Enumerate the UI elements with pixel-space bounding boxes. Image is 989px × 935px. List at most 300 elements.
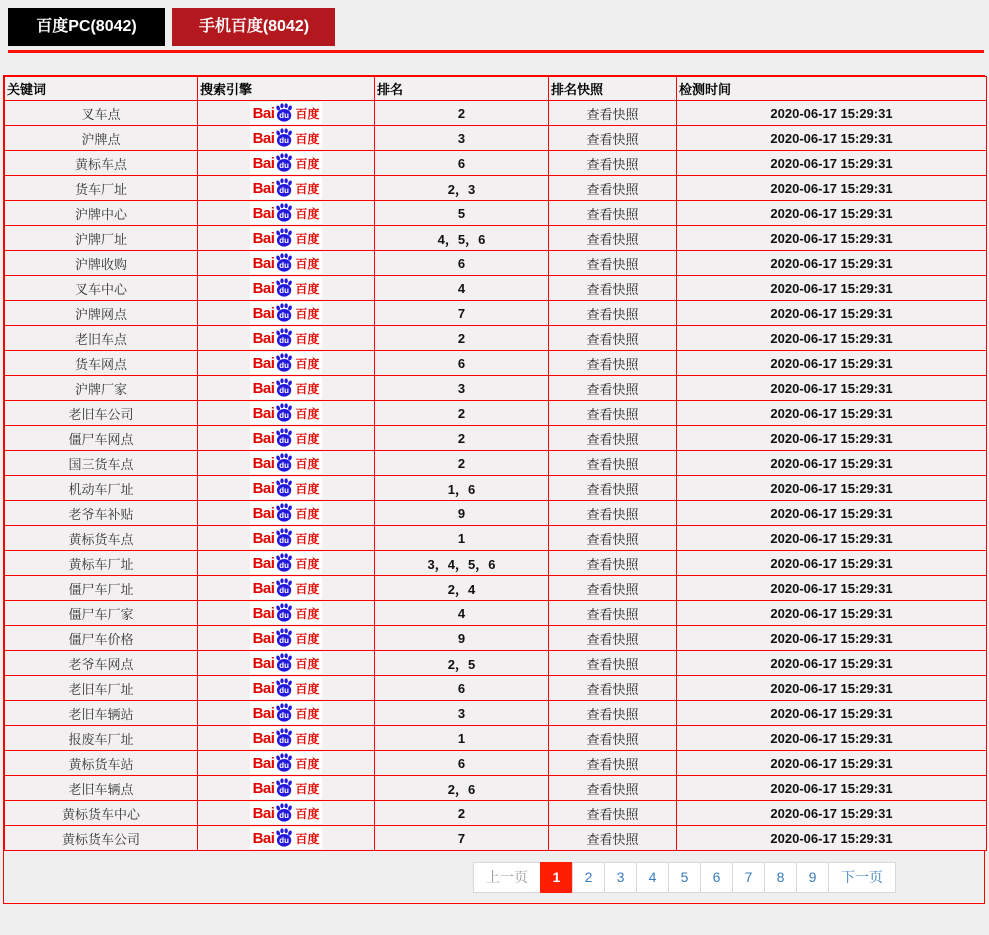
rank-cell: 1，6 xyxy=(375,476,549,501)
view-snapshot-link[interactable]: 查看快照 xyxy=(586,381,639,397)
view-snapshot-link[interactable]: 查看快照 xyxy=(586,256,639,272)
detect-time-cell: 2020-06-17 15:29:31 xyxy=(677,501,987,526)
rank-cell: 4 xyxy=(375,601,549,626)
view-snapshot-link[interactable]: 查看快照 xyxy=(586,431,639,447)
view-snapshot-link[interactable]: 查看快照 xyxy=(586,806,639,822)
rank-cell: 2，6 xyxy=(375,776,549,801)
svg-text:du: du xyxy=(279,286,290,295)
baidu-logo-hanzi-text: 百度 xyxy=(295,431,320,446)
view-snapshot-link[interactable]: 查看快照 xyxy=(586,356,639,372)
baidu-logo-hanzi-text: 百度 xyxy=(295,756,320,771)
baidu-logo-hanzi-text: 百度 xyxy=(295,131,320,146)
table-row xyxy=(5,401,987,426)
table-row xyxy=(5,501,987,526)
baidu-paw-icon xyxy=(274,603,294,623)
page-button-5[interactable]: 5 xyxy=(668,862,701,893)
keyword-cell: 老旧车厂址 xyxy=(5,676,198,701)
header-rank: 排名 xyxy=(375,77,549,101)
keyword-cell: 沪牌厂家 xyxy=(5,376,198,401)
view-snapshot-link[interactable]: 查看快照 xyxy=(586,131,639,147)
snapshot-cell xyxy=(549,226,677,251)
page-button-9[interactable]: 9 xyxy=(796,862,829,893)
baidu-paw-icon xyxy=(274,778,294,798)
rank-cell: 2，3 xyxy=(375,176,549,201)
engine-cell xyxy=(198,751,375,776)
table-row xyxy=(5,376,987,401)
baidu-logo xyxy=(250,377,323,399)
baidu-logo xyxy=(250,502,323,524)
baidu-logo-bai-text: Bai xyxy=(252,279,275,297)
baidu-paw-icon xyxy=(274,478,294,498)
rank-cell: 1 xyxy=(375,526,549,551)
baidu-logo-bai-text: Bai xyxy=(252,429,275,447)
snapshot-cell xyxy=(549,551,677,576)
snapshot-cell xyxy=(549,351,677,376)
baidu-logo-bai-text: Bai xyxy=(252,204,275,222)
table-row xyxy=(5,101,987,126)
detect-time-cell: 2020-06-17 15:29:31 xyxy=(677,826,987,851)
baidu-logo-hanzi-text: 百度 xyxy=(295,306,320,321)
baidu-logo-hanzi-text: 百度 xyxy=(295,381,320,396)
baidu-logo-hanzi-text: 百度 xyxy=(295,681,320,696)
detect-time-cell: 2020-06-17 15:29:31 xyxy=(677,301,987,326)
view-snapshot-link[interactable]: 查看快照 xyxy=(586,331,639,347)
engine-cell xyxy=(198,451,375,476)
page-button-4[interactable]: 4 xyxy=(636,862,669,893)
engine-cell xyxy=(198,151,375,176)
header-row xyxy=(5,77,987,101)
view-snapshot-link[interactable]: 查看快照 xyxy=(586,631,639,647)
view-snapshot-link[interactable]: 查看快照 xyxy=(586,506,639,522)
table-row xyxy=(5,676,987,701)
baidu-logo xyxy=(250,727,323,749)
baidu-paw-icon xyxy=(274,278,294,298)
baidu-logo xyxy=(250,402,323,424)
snapshot-cell xyxy=(549,201,677,226)
baidu-logo xyxy=(250,427,323,449)
view-snapshot-link[interactable]: 查看快照 xyxy=(586,556,639,572)
baidu-logo-bai-text: Bai xyxy=(252,579,275,597)
svg-text:du: du xyxy=(279,136,290,145)
svg-text:du: du xyxy=(279,836,290,845)
baidu-logo-bai-text: Bai xyxy=(252,754,275,772)
snapshot-cell xyxy=(549,801,677,826)
baidu-logo-hanzi-text: 百度 xyxy=(295,481,320,496)
baidu-logo-bai-text: Bai xyxy=(252,354,275,372)
detect-time-cell: 2020-06-17 15:29:31 xyxy=(677,151,987,176)
page-button-2[interactable]: 2 xyxy=(572,862,605,893)
view-snapshot-link[interactable]: 查看快照 xyxy=(586,281,639,297)
baidu-logo-bai-text: Bai xyxy=(252,679,275,697)
baidu-paw-icon xyxy=(274,303,294,323)
rank-table-container xyxy=(3,75,985,904)
baidu-logo xyxy=(250,627,323,649)
page-button-6[interactable]: 6 xyxy=(700,862,733,893)
engine-cell xyxy=(198,701,375,726)
snapshot-cell xyxy=(549,776,677,801)
snapshot-cell xyxy=(549,751,677,776)
baidu-logo-bai-text: Bai xyxy=(252,129,275,147)
baidu-logo xyxy=(250,452,323,474)
next-page-button[interactable]: 下一页 xyxy=(828,862,896,893)
baidu-logo-bai-text: Bai xyxy=(252,329,275,347)
view-snapshot-link[interactable]: 查看快照 xyxy=(586,656,639,672)
engine-cell xyxy=(198,401,375,426)
baidu-paw-icon xyxy=(274,678,294,698)
baidu-logo xyxy=(250,652,323,674)
baidu-paw-icon xyxy=(274,578,294,598)
baidu-logo-hanzi-text: 百度 xyxy=(295,656,320,671)
baidu-paw-icon xyxy=(274,528,294,548)
page-button-3[interactable]: 3 xyxy=(604,862,637,893)
snapshot-cell xyxy=(549,451,677,476)
baidu-paw-icon xyxy=(274,328,294,348)
keyword-cell: 黄标车点 xyxy=(5,151,198,176)
baidu-paw-icon xyxy=(274,228,294,248)
svg-text:du: du xyxy=(279,636,290,645)
baidu-logo xyxy=(250,827,323,849)
table-row xyxy=(5,326,987,351)
view-snapshot-link[interactable]: 查看快照 xyxy=(586,181,639,197)
baidu-logo xyxy=(250,702,323,724)
baidu-logo xyxy=(250,227,323,249)
keyword-cell: 僵尸车价格 xyxy=(5,626,198,651)
baidu-logo-bai-text: Bai xyxy=(252,254,275,272)
baidu-logo-bai-text: Bai xyxy=(252,654,275,672)
snapshot-cell xyxy=(549,726,677,751)
engine-cell xyxy=(198,201,375,226)
baidu-logo-bai-text: Bai xyxy=(252,629,275,647)
header-engine: 搜索引擎 xyxy=(198,77,375,101)
engine-cell xyxy=(198,601,375,626)
engine-cell xyxy=(198,776,375,801)
baidu-logo xyxy=(250,277,323,299)
table-row xyxy=(5,701,987,726)
detect-time-cell: 2020-06-17 15:29:31 xyxy=(677,701,987,726)
baidu-logo xyxy=(250,177,323,199)
rank-cell: 6 xyxy=(375,676,549,701)
baidu-logo xyxy=(250,302,323,324)
svg-text:du: du xyxy=(279,186,290,195)
baidu-logo-bai-text: Bai xyxy=(252,604,275,622)
baidu-paw-icon xyxy=(274,403,294,423)
view-snapshot-link[interactable]: 查看快照 xyxy=(586,406,639,422)
page-button-1[interactable]: 1 xyxy=(540,862,573,893)
rank-cell: 7 xyxy=(375,301,549,326)
rank-cell: 3 xyxy=(375,376,549,401)
baidu-logo-hanzi-text: 百度 xyxy=(295,331,320,346)
view-snapshot-link[interactable]: 查看快照 xyxy=(586,606,639,622)
rank-cell: 2 xyxy=(375,801,549,826)
keyword-cell: 老旧车点 xyxy=(5,326,198,351)
view-snapshot-link[interactable]: 查看快照 xyxy=(586,206,639,222)
svg-text:du: du xyxy=(279,786,290,795)
baidu-paw-icon xyxy=(274,428,294,448)
baidu-logo-bai-text: Bai xyxy=(252,704,275,722)
keyword-cell: 黄标车厂址 xyxy=(5,551,198,576)
baidu-logo-hanzi-text: 百度 xyxy=(295,456,320,471)
view-snapshot-link[interactable]: 查看快照 xyxy=(586,706,639,722)
baidu-paw-icon xyxy=(274,703,294,723)
baidu-logo-bai-text: Bai xyxy=(252,479,275,497)
rank-cell: 2，4 xyxy=(375,576,549,601)
detect-time-cell: 2020-06-17 15:29:31 xyxy=(677,626,987,651)
baidu-paw-icon xyxy=(274,178,294,198)
baidu-logo-hanzi-text: 百度 xyxy=(295,156,320,171)
engine-cell xyxy=(198,426,375,451)
baidu-logo xyxy=(250,202,323,224)
page-button-8[interactable]: 8 xyxy=(764,862,797,893)
baidu-logo-bai-text: Bai xyxy=(252,529,275,547)
baidu-logo-hanzi-text: 百度 xyxy=(295,631,320,646)
rank-cell: 4 xyxy=(375,276,549,301)
keyword-cell: 报废车厂址 xyxy=(5,726,198,751)
baidu-logo-hanzi-text: 百度 xyxy=(295,706,320,721)
baidu-logo-hanzi-text: 百度 xyxy=(295,806,320,821)
svg-text:du: du xyxy=(279,811,290,820)
rank-cell: 2 xyxy=(375,451,549,476)
prev-page-button[interactable]: 上一页 xyxy=(473,862,541,893)
baidu-logo-hanzi-text: 百度 xyxy=(295,231,320,246)
baidu-logo-bai-text: Bai xyxy=(252,404,275,422)
rank-cell: 7 xyxy=(375,826,549,851)
header-keyword: 关键词 xyxy=(5,77,198,101)
rank-cell: 6 xyxy=(375,351,549,376)
rank-cell: 6 xyxy=(375,151,549,176)
view-snapshot-link[interactable]: 查看快照 xyxy=(586,156,639,172)
view-snapshot-link[interactable]: 查看快照 xyxy=(586,756,639,772)
engine-cell xyxy=(198,526,375,551)
svg-text:du: du xyxy=(279,561,290,570)
baidu-logo xyxy=(250,127,323,149)
keyword-cell: 老旧车辆点 xyxy=(5,776,198,801)
view-snapshot-link[interactable]: 查看快照 xyxy=(586,456,639,472)
svg-text:du: du xyxy=(279,336,290,345)
table-row xyxy=(5,726,987,751)
baidu-logo xyxy=(250,102,323,124)
baidu-logo-hanzi-text: 百度 xyxy=(295,606,320,621)
rank-table xyxy=(4,76,987,851)
table-row xyxy=(5,351,987,376)
view-snapshot-link[interactable]: 查看快照 xyxy=(586,581,639,597)
keyword-cell: 黄标货车点 xyxy=(5,526,198,551)
svg-text:du: du xyxy=(279,386,290,395)
detect-time-cell: 2020-06-17 15:29:31 xyxy=(677,801,987,826)
keyword-cell: 老旧车公司 xyxy=(5,401,198,426)
view-snapshot-link[interactable]: 查看快照 xyxy=(586,481,639,497)
svg-text:du: du xyxy=(279,536,290,545)
view-snapshot-link[interactable]: 查看快照 xyxy=(586,781,639,797)
snapshot-cell xyxy=(549,701,677,726)
table-row xyxy=(5,826,987,851)
rank-cell: 5 xyxy=(375,201,549,226)
keyword-cell: 僵尸车厂家 xyxy=(5,601,198,626)
table-row xyxy=(5,201,987,226)
engine-cell xyxy=(198,801,375,826)
rank-cell: 2 xyxy=(375,326,549,351)
svg-text:du: du xyxy=(279,361,290,370)
table-row xyxy=(5,801,987,826)
view-snapshot-link[interactable]: 查看快照 xyxy=(586,106,639,122)
snapshot-cell xyxy=(549,476,677,501)
view-snapshot-link[interactable]: 查看快照 xyxy=(586,831,639,847)
baidu-logo-bai-text: Bai xyxy=(252,454,275,472)
snapshot-cell xyxy=(549,101,677,126)
snapshot-cell xyxy=(549,326,677,351)
view-snapshot-link[interactable]: 查看快照 xyxy=(586,531,639,547)
engine-cell xyxy=(198,276,375,301)
detect-time-cell: 2020-06-17 15:29:31 xyxy=(677,751,987,776)
baidu-paw-icon xyxy=(274,378,294,398)
baidu-logo-hanzi-text: 百度 xyxy=(295,181,320,196)
table-row xyxy=(5,651,987,676)
baidu-logo xyxy=(250,352,323,374)
keyword-cell: 黄标货车公司 xyxy=(5,826,198,851)
baidu-logo xyxy=(250,752,323,774)
baidu-paw-icon xyxy=(274,103,294,123)
svg-text:du: du xyxy=(279,411,290,420)
baidu-logo-bai-text: Bai xyxy=(252,829,275,847)
engine-cell xyxy=(198,301,375,326)
svg-text:du: du xyxy=(279,311,290,320)
detect-time-cell: 2020-06-17 15:29:31 xyxy=(677,476,987,501)
rank-cell: 3 xyxy=(375,126,549,151)
svg-text:du: du xyxy=(279,436,290,445)
snapshot-cell xyxy=(549,576,677,601)
engine-cell xyxy=(198,726,375,751)
snapshot-cell xyxy=(549,826,677,851)
svg-text:du: du xyxy=(279,161,290,170)
svg-text:du: du xyxy=(279,736,290,745)
snapshot-cell xyxy=(549,651,677,676)
baidu-logo-hanzi-text: 百度 xyxy=(295,506,320,521)
detect-time-cell: 2020-06-17 15:29:31 xyxy=(677,651,987,676)
baidu-logo-hanzi-text: 百度 xyxy=(295,531,320,546)
baidu-logo-hanzi-text: 百度 xyxy=(295,581,320,596)
view-snapshot-link[interactable]: 查看快照 xyxy=(586,306,639,322)
rank-cell: 6 xyxy=(375,751,549,776)
keyword-cell: 黄标货车中心 xyxy=(5,801,198,826)
detect-time-cell: 2020-06-17 15:29:31 xyxy=(677,226,987,251)
baidu-logo-hanzi-text: 百度 xyxy=(295,356,320,371)
detect-time-cell: 2020-06-17 15:29:31 xyxy=(677,101,987,126)
baidu-logo-bai-text: Bai xyxy=(252,304,275,322)
detect-time-cell: 2020-06-17 15:29:31 xyxy=(677,401,987,426)
engine-cell xyxy=(198,326,375,351)
table-row xyxy=(5,526,987,551)
red-divider xyxy=(8,50,984,53)
baidu-paw-icon xyxy=(274,253,294,273)
tab-baidu-pc[interactable]: 百度PC(8042) xyxy=(8,8,165,46)
baidu-logo xyxy=(250,152,323,174)
table-row xyxy=(5,151,987,176)
detect-time-cell: 2020-06-17 15:29:31 xyxy=(677,426,987,451)
snapshot-cell xyxy=(549,676,677,701)
baidu-paw-icon xyxy=(274,153,294,173)
detect-time-cell: 2020-06-17 15:29:31 xyxy=(677,326,987,351)
baidu-logo xyxy=(250,777,323,799)
baidu-logo-hanzi-text: 百度 xyxy=(295,106,320,121)
baidu-logo-bai-text: Bai xyxy=(252,229,275,247)
baidu-paw-icon xyxy=(274,728,294,748)
baidu-paw-icon xyxy=(274,803,294,823)
svg-text:du: du xyxy=(279,686,290,695)
table-row xyxy=(5,276,987,301)
baidu-logo-hanzi-text: 百度 xyxy=(295,556,320,571)
snapshot-cell xyxy=(549,601,677,626)
table-row xyxy=(5,601,987,626)
svg-text:du: du xyxy=(279,461,290,470)
keyword-cell: 沪牌收购 xyxy=(5,251,198,276)
svg-text:du: du xyxy=(279,261,290,270)
table-row xyxy=(5,126,987,151)
keyword-cell: 黄标货车站 xyxy=(5,751,198,776)
table-row xyxy=(5,451,987,476)
view-snapshot-link[interactable]: 查看快照 xyxy=(586,731,639,747)
engine-cell xyxy=(198,476,375,501)
snapshot-cell xyxy=(549,126,677,151)
engine-cell xyxy=(198,551,375,576)
baidu-logo-bai-text: Bai xyxy=(252,729,275,747)
rank-cell: 2 xyxy=(375,426,549,451)
page-button-7[interactable]: 7 xyxy=(732,862,765,893)
baidu-logo-bai-text: Bai xyxy=(252,554,275,572)
baidu-logo xyxy=(250,527,323,549)
baidu-logo xyxy=(250,477,323,499)
baidu-logo-hanzi-text: 百度 xyxy=(295,281,320,296)
baidu-paw-icon xyxy=(274,753,294,773)
tab-baidu-mobile[interactable]: 手机百度(8042) xyxy=(172,8,335,46)
svg-text:du: du xyxy=(279,236,290,245)
baidu-logo xyxy=(250,552,323,574)
detect-time-cell: 2020-06-17 15:29:31 xyxy=(677,251,987,276)
svg-text:du: du xyxy=(279,211,290,220)
view-snapshot-link[interactable]: 查看快照 xyxy=(586,681,639,697)
engine-cell xyxy=(198,101,375,126)
detect-time-cell: 2020-06-17 15:29:31 xyxy=(677,551,987,576)
engine-cell xyxy=(198,501,375,526)
detect-time-cell: 2020-06-17 15:29:31 xyxy=(677,526,987,551)
snapshot-cell xyxy=(549,401,677,426)
table-row xyxy=(5,176,987,201)
rank-cell: 2，5 xyxy=(375,651,549,676)
view-snapshot-link[interactable]: 查看快照 xyxy=(586,231,639,247)
baidu-logo-hanzi-text: 百度 xyxy=(295,731,320,746)
header-time: 检测时间 xyxy=(677,77,987,101)
table-row xyxy=(5,251,987,276)
keyword-cell: 机动车厂址 xyxy=(5,476,198,501)
baidu-logo-bai-text: Bai xyxy=(252,379,275,397)
baidu-logo-bai-text: Bai xyxy=(252,779,275,797)
svg-text:du: du xyxy=(279,711,290,720)
baidu-paw-icon xyxy=(274,628,294,648)
detect-time-cell: 2020-06-17 15:29:31 xyxy=(677,126,987,151)
keyword-cell: 沪牌厂址 xyxy=(5,226,198,251)
snapshot-cell xyxy=(549,626,677,651)
baidu-logo xyxy=(250,327,323,349)
svg-text:du: du xyxy=(279,611,290,620)
detect-time-cell: 2020-06-17 15:29:31 xyxy=(677,726,987,751)
detect-time-cell: 2020-06-17 15:29:31 xyxy=(677,776,987,801)
snapshot-cell xyxy=(549,301,677,326)
keyword-cell: 货车厂址 xyxy=(5,176,198,201)
table-row xyxy=(5,426,987,451)
baidu-paw-icon xyxy=(274,128,294,148)
keyword-cell: 僵尸车网点 xyxy=(5,426,198,451)
rank-cell: 2 xyxy=(375,401,549,426)
rank-cell: 3 xyxy=(375,701,549,726)
engine-cell xyxy=(198,176,375,201)
